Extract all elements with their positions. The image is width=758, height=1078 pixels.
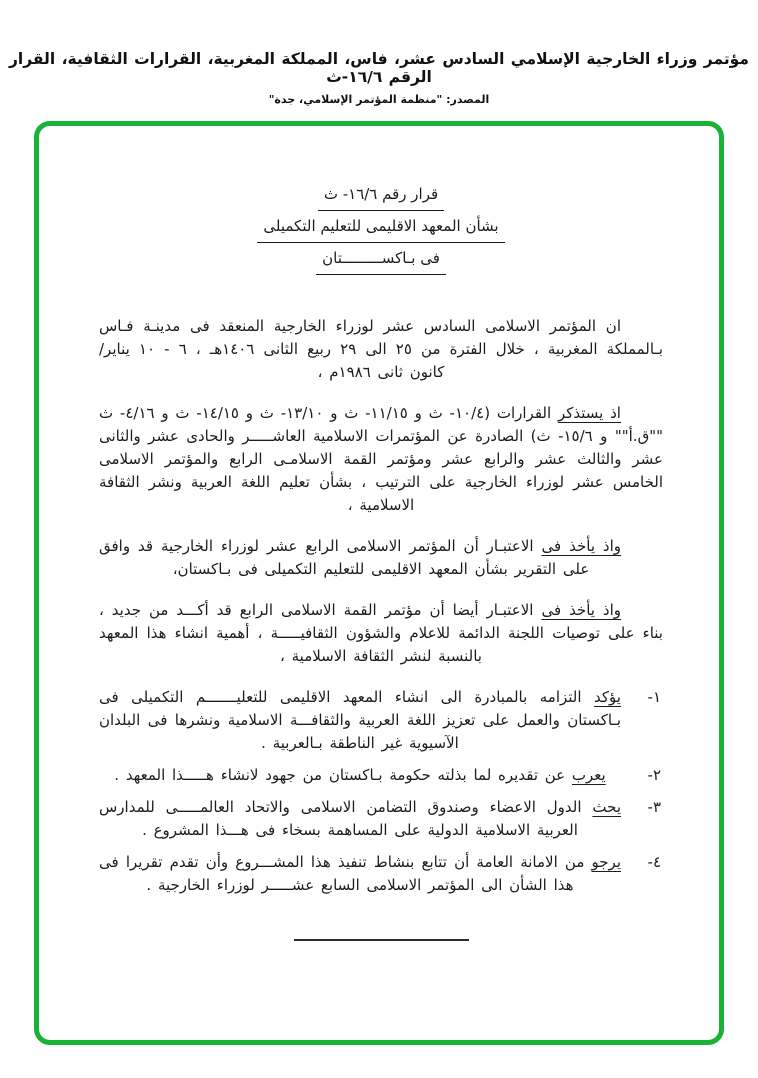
operative-items-list bbox=[99, 686, 663, 897]
list-item bbox=[99, 796, 663, 842]
green-border-frame bbox=[34, 121, 724, 1045]
resolution-location-text: فى بـاكســـــــــتان bbox=[316, 246, 446, 275]
item-lead: يحث bbox=[592, 798, 621, 816]
item-text bbox=[99, 796, 621, 842]
preamble-paragraph bbox=[99, 315, 663, 384]
item-lead: يرجو bbox=[591, 853, 621, 871]
resolution-location-line bbox=[99, 246, 663, 275]
item-body: من الامانة العامة أن تتابع بنشاط تنفيذ هذا المشـــروع وأن تقدم تقريرا فى هذا الشأن الى المؤتمر الاسلامى السابع عشـــــر لوزراء الخارجية . bbox=[99, 853, 592, 894]
preamble-paragraph bbox=[99, 599, 663, 668]
item-number: ٢- bbox=[647, 766, 661, 784]
document-source-line: المصدر: "منظمة المؤتمر الإسلامي، جدة" bbox=[268, 93, 490, 106]
paragraph-text: الاعتبـار أن المؤتمر الاسلامى الرابع عشر لوزراء الخارجية قد وافق على التقرير بشأن المعهد الاقليمى للتعليم التكميلى فى بـاكستان، bbox=[99, 537, 590, 578]
item-body: عن تقديره لما بذلته حكومة بـاكستان من جهود لانشاء هـــــذا المعهد . bbox=[114, 766, 572, 784]
preamble-paragraph bbox=[99, 402, 663, 517]
item-text bbox=[99, 764, 621, 787]
paragraph-lead: واذ يأخذ فى bbox=[541, 601, 621, 619]
list-item bbox=[99, 686, 663, 755]
resolution-number-line bbox=[99, 182, 663, 211]
item-text bbox=[99, 851, 621, 897]
item-number: ٣- bbox=[647, 798, 661, 816]
list-item bbox=[99, 851, 663, 897]
resolution-subject-line bbox=[99, 214, 663, 243]
item-lead: يؤكد bbox=[594, 688, 621, 706]
item-lead: يعرب bbox=[571, 766, 606, 784]
closing-rule bbox=[294, 939, 469, 941]
document-header bbox=[0, 0, 758, 106]
resolution-number-text: قرار رقم ١٦/٦- ث bbox=[318, 182, 444, 211]
document-header-title: مؤتمر وزراء الخارجية الإسلامي السادس عشر، فاس، المملكة المغربية، القرارات الثقافية، القرار الرقم ١٦/٦-ث bbox=[9, 50, 749, 86]
preamble-paragraph bbox=[99, 535, 663, 581]
item-body: الدول الاعضاء وصندوق التضامن الاسلامى والاتحاد العالمـــــى للمدارس العربية الاسلامية الدولية على المساهمة بسخاء فى هـــذا المشروع . bbox=[99, 798, 593, 839]
item-number: ١- bbox=[647, 688, 661, 706]
list-item bbox=[99, 764, 663, 787]
resolution-subject-text: بشأن المعهد الاقليمى للتعليم التكميلى bbox=[257, 214, 504, 243]
item-body: التزامه بالمبادرة الى انشاء المعهد الاقليمى للتعليـــــــم التكميلى فى بـاكستان والعمل على تعزيز اللغة العربية والثقافـــة الاسلامية ونشرها فى البلدان الآسيوية غير الناطقة بـالعربية . bbox=[99, 688, 621, 752]
paragraph-lead: اذ يستذكر bbox=[557, 404, 621, 422]
paragraph-lead: واذ يأخذ فى bbox=[541, 537, 621, 555]
resolution-title-block bbox=[99, 182, 663, 275]
item-number: ٤- bbox=[647, 853, 661, 871]
item-text bbox=[99, 686, 621, 755]
paragraph-text: القرارات (١٠/٤- ث و ١١/١٥- ث و ١٣/١٠- ث و ١٤/١٥- ث و ٤/١٦- ث ""ق.أ"" و ١٥/٦- ث) الصادرة عن المؤتمرات الاسلامية العاشـــــر والحادى عشر والثانى عشر والثالث عشر والرابع عشر ومؤتمر القمة الاسلامـى الرابع والمؤتمر الاسلامى الخامس عشر لوزراء الخارجية على الترتيب ، بشأن تعليم اللغة العربية ونشر الثقافة الاسلامية ، bbox=[99, 404, 664, 514]
paragraph-text: ان المؤتمر الاسلامى السادس عشر لوزراء الخارجية المنعقد فى مدينـة فـاس بـالمملكة المغربية ، خلال الفترة من ٢٥ الى ٢٩ ربيع الثانى ١٤٠٦هـ ، ٦ - ١٠ يناير/ كانون ثانى ١٩٨٦م ، bbox=[99, 317, 664, 381]
paragraph-text: الاعتبـار أيضا أن مؤتمر القمة الاسلامى الرابع قد أكـــد من جديد ، بناء على توصيات اللجنة الدائمة للاعلام والشؤون الثقافيـــــة ، أهمية انشاء هذا المعهد بالنسبة لنشر الثقافة الاسلامية ، bbox=[99, 601, 663, 665]
